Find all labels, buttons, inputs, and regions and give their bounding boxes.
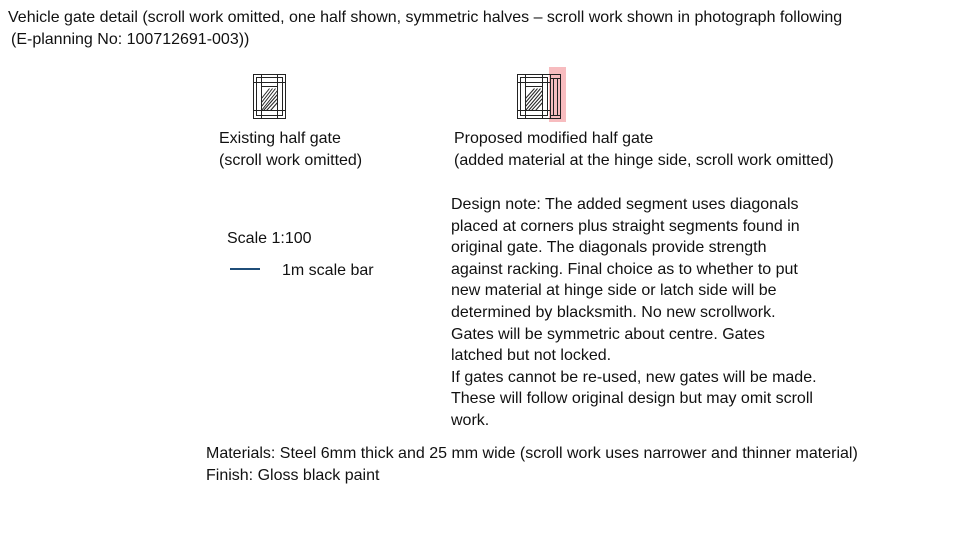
proposed-gate-label-line-2: (added material at the hinge side, scroll work omitted) xyxy=(454,152,834,169)
proposed-gate-label-line-1: Proposed modified half gate xyxy=(454,130,654,147)
design-note-line: against racking. Final choice as to whether to put xyxy=(451,260,798,278)
existing-gate-drawing xyxy=(253,74,287,120)
design-note-line: These will follow original design but may omit scroll xyxy=(451,390,813,408)
proposed-gate-drawing xyxy=(517,67,567,123)
design-note-line: latched but not locked. xyxy=(451,347,612,365)
design-note-line: original gate. The diagonals provide strength xyxy=(451,239,767,257)
design-note-line: Gates will be symmetric about centre. Gates xyxy=(451,325,765,343)
scale-bar-label: 1m scale bar xyxy=(282,262,374,279)
design-note-line: placed at corners plus straight segments found in xyxy=(451,217,800,235)
existing-gate-label-line-2: (scroll work omitted) xyxy=(219,152,363,169)
design-note-line: If gates cannot be re-used, new gates will be made. xyxy=(451,368,817,386)
finish-line: Finish: Gloss black paint xyxy=(206,467,380,484)
scale-bar xyxy=(230,268,260,270)
title-line-2: (E-planning No: 100712691-003)) xyxy=(11,30,250,48)
drawing-title xyxy=(8,7,842,50)
title-line-1: Vehicle gate detail (scroll work omitted, one half shown, symmetric halves – scroll work shown in photograph following xyxy=(8,9,843,26)
design-note-line: Design note: The added segment uses diagonals xyxy=(451,196,799,213)
materials-line: Materials: Steel 6mm thick and 25 mm wide (scroll work uses narrower and thinner material) xyxy=(206,445,858,462)
proposed-gate-label xyxy=(454,128,834,172)
design-note-line: work. xyxy=(451,411,490,429)
materials-note xyxy=(206,443,858,487)
scale-label: Scale 1:100 xyxy=(227,230,312,247)
existing-gate-label-line-1: Existing half gate xyxy=(219,130,341,147)
design-note-line: determined by blacksmith. No new scrollwork. xyxy=(451,303,776,321)
design-note-line: new material at hinge side or latch side will be xyxy=(451,282,777,300)
design-note xyxy=(451,194,817,432)
existing-gate-label xyxy=(219,128,362,172)
